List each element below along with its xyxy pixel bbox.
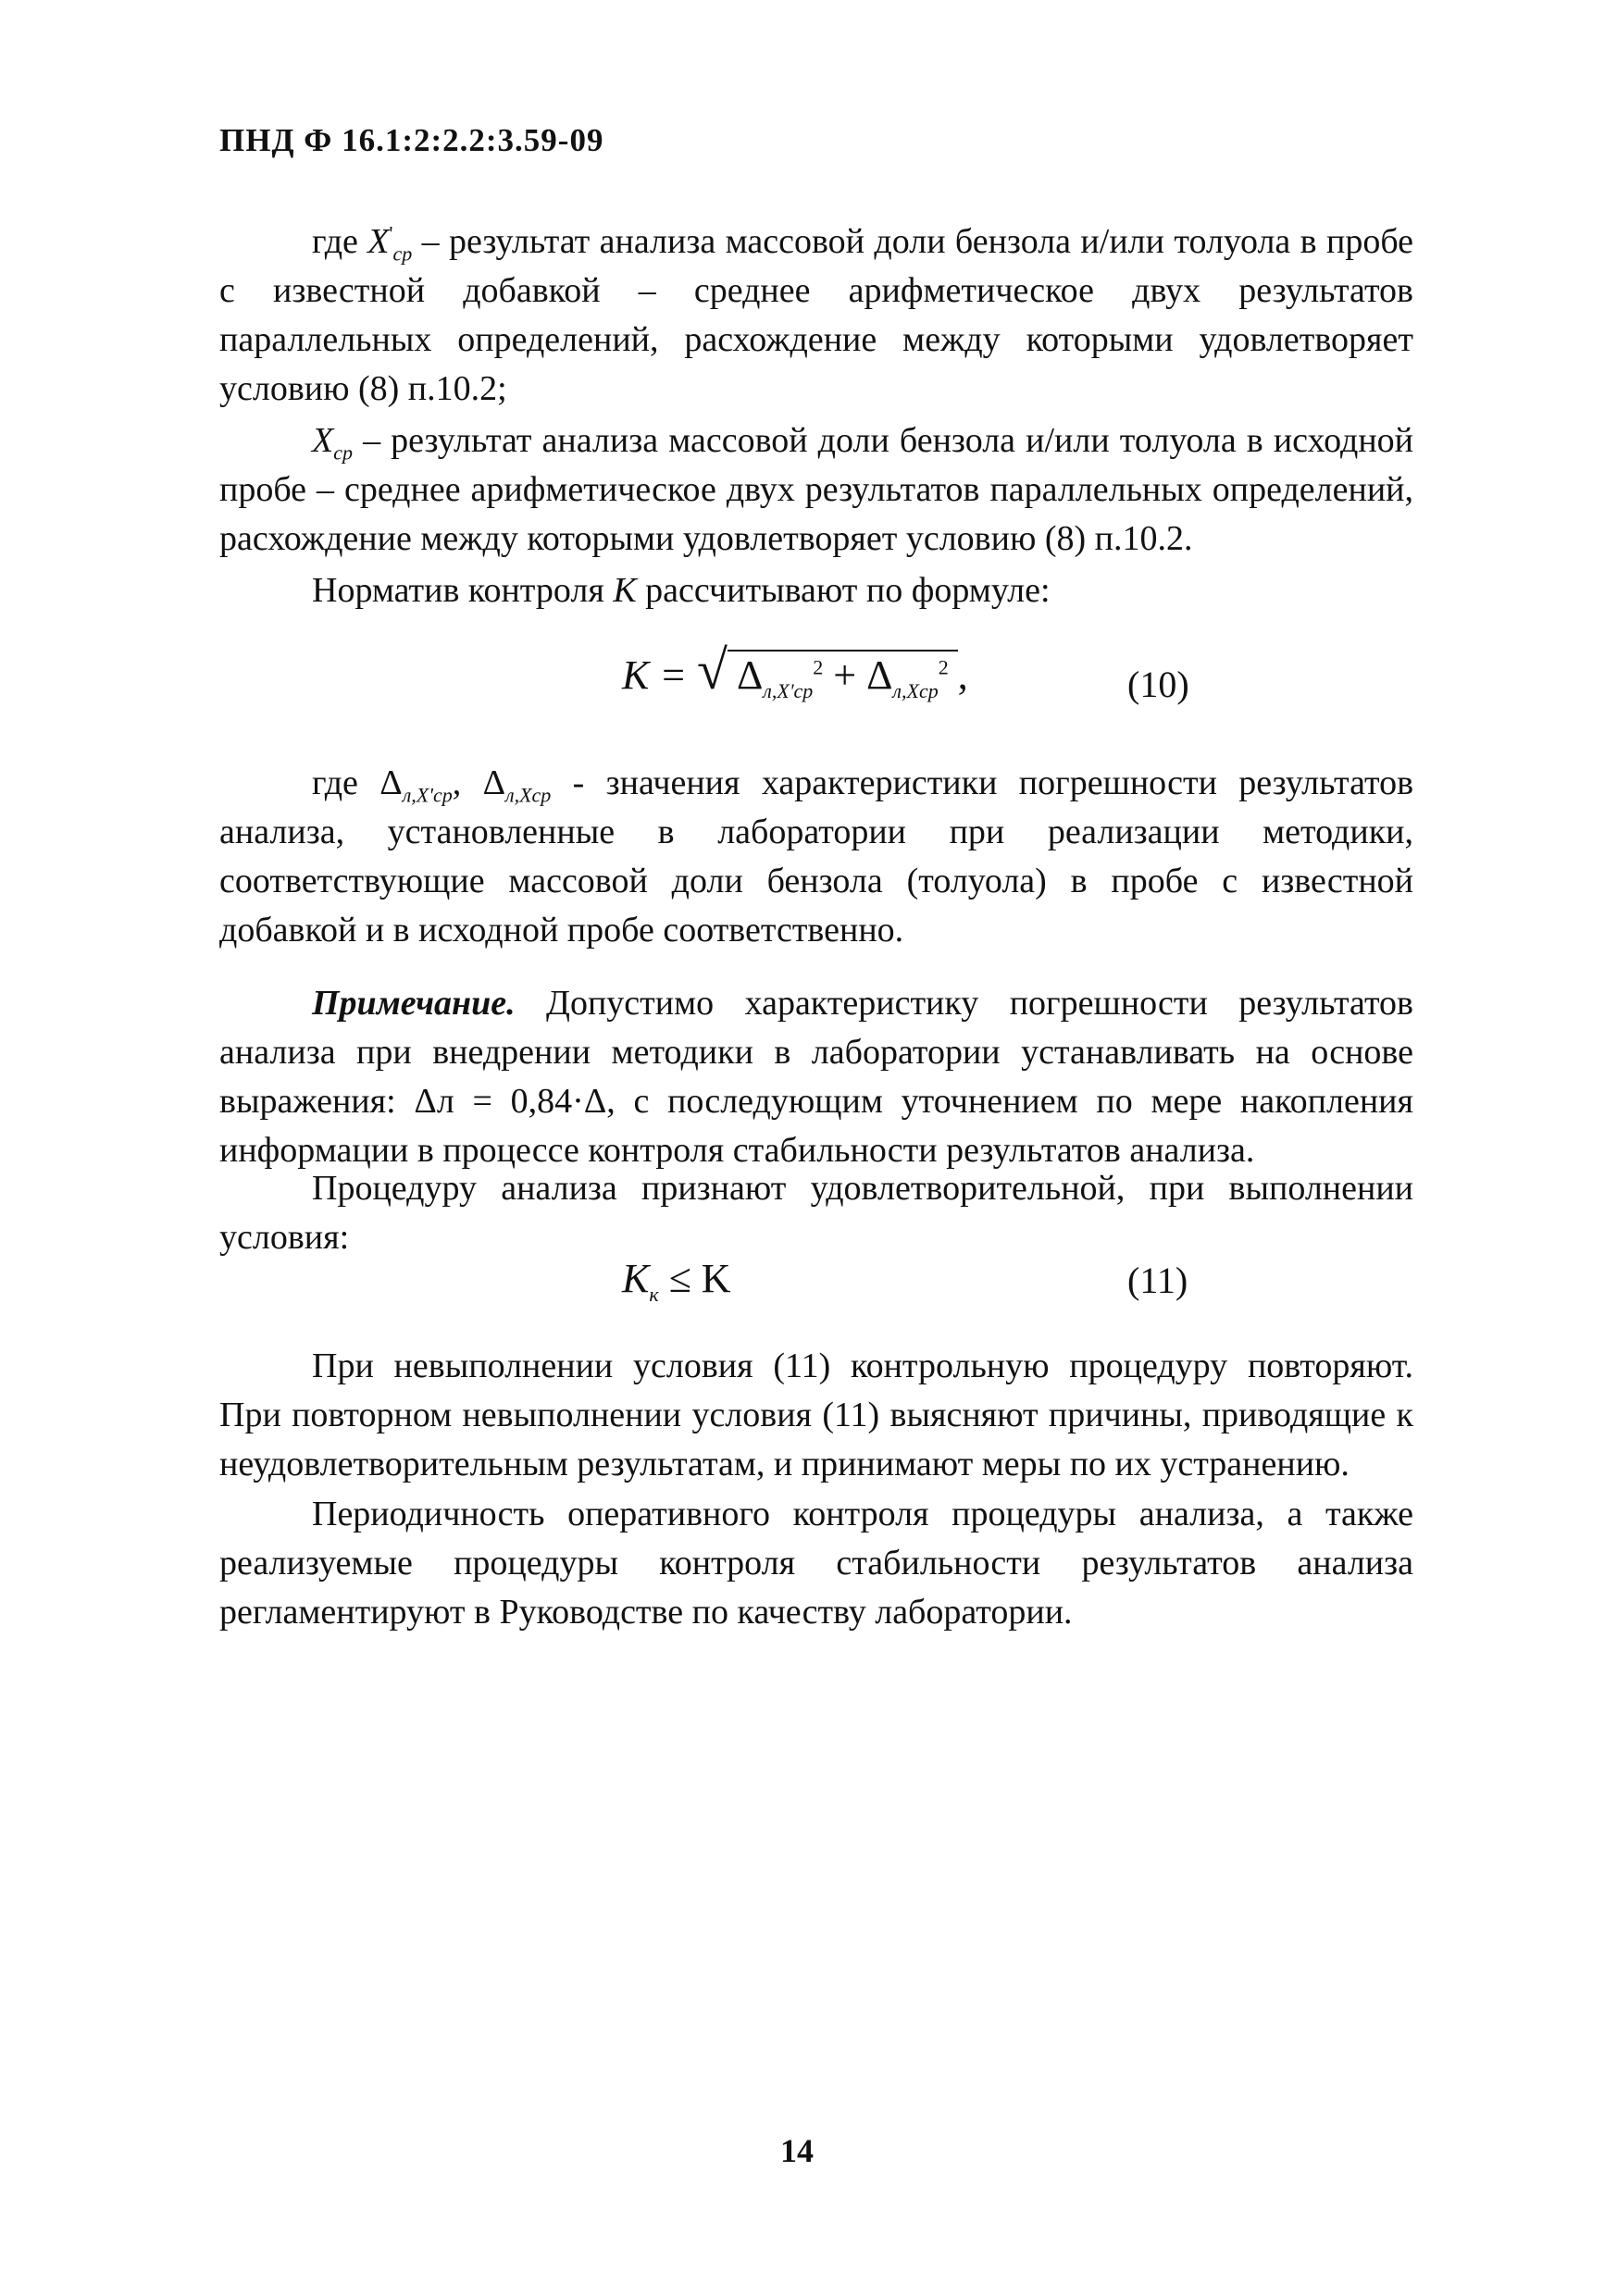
square-exponent: 2 [813,655,824,679]
formula-11 [622,1255,731,1306]
subscript-sr: ср [333,441,353,465]
delta-symbol: Δ [866,652,893,698]
definition-text: – результат анализа массовой доли бензола и/или толуола в пробе с известной добавкой – среднее арифметическое двух результатов параллельных определений, расхождение между которыми удовлетворяет условию (8) п.10.2; [219,222,1414,408]
periodicity-paragraph: Периодичность оперативного контроля процедуры анализа, а также реализуемые процедуры контроля стабильности результатов анализа регламентируют в Руководстве по качеству лаборатории. [219,1495,1413,1632]
formula-comma: , [957,652,968,698]
delta-definition [219,759,1413,955]
delta-symbol: Δ [736,652,764,698]
variable-k: K [622,1256,650,1301]
inequality: ≤ K [658,1256,731,1301]
delta-subscript: л,Xср [505,783,552,807]
comma: , [452,763,462,802]
delta-symbol: Δ [379,763,403,802]
lead-word: где [312,222,358,261]
repeat-procedure-paragraph: При невыполнении условия (11) контрольную процедуру повторяют. При повторном невыполнении условия (11) выясняют причины, приводящие к неудовлетворительным результатам, и принимают меры по их устранению. [219,1347,1413,1483]
lead-word: где [312,763,358,802]
delta-symbol: Δ [482,763,506,802]
delta-subscript: л,X'ср [402,783,453,807]
variable-x: X [367,222,390,261]
note-text: Допустимо характеристику погрешности результатов анализа при внедрении методики в лаборатории устанавливать на основе выражения: Δл = 0,84·Δ, с последующим уточнением по мере накопления информации в процессе контроля стабильности результатов анализа. [219,984,1413,1170]
formula-lhs: K = [622,652,688,698]
formula-10 [622,639,968,702]
square-exponent: 2 [938,655,949,679]
norm-intro-text-tail: рассчитывают по формуле: [636,571,1051,610]
plus-sign: + [823,652,867,698]
subscript-sr: ср [392,242,413,266]
equation-number-11: (11) [1127,1260,1188,1301]
delta-subscript: л,Xср [892,678,939,702]
note-paragraph [219,979,1413,1175]
prime-mark: ' [389,221,393,245]
definition-x-prime [219,217,1413,414]
definition-text: – результат анализа массовой доли бензола и/или толуола в исходной пробе – среднее арифметическое двух результатов параллельных определений, расхождение между которыми удовлетворяет условию (8) п.10.2. [219,421,1413,558]
sqrt-sign: √ [697,639,728,701]
variable-x: X [312,421,334,460]
norm-intro [219,566,1413,615]
acceptance-condition-intro: Процедуру анализа признают удовлетворительной, при выполнении условия: [219,1169,1413,1257]
variable-k: K [613,571,637,610]
sqrt-body [728,650,958,702]
equation-number-10: (10) [1127,664,1189,705]
page-number: 14 [780,2132,814,2169]
definition-text: - значения характеристики погрешности результатов анализа, установленные в лаборатории при реализации методики, соответствующие массовой доли бензола (толуола) в пробе с известной добавкой и в исходной пробе соответственно. [219,763,1414,949]
definition-x [219,416,1413,564]
note-label: Примечание. [312,984,516,1023]
delta-subscript: л,X'ср [763,678,814,702]
subscript-k: к [649,1282,659,1306]
document-code-header: ПНД Ф 16.1:2:2.2:3.59-09 [219,122,604,158]
norm-intro-text: Норматив контроля [312,571,614,610]
